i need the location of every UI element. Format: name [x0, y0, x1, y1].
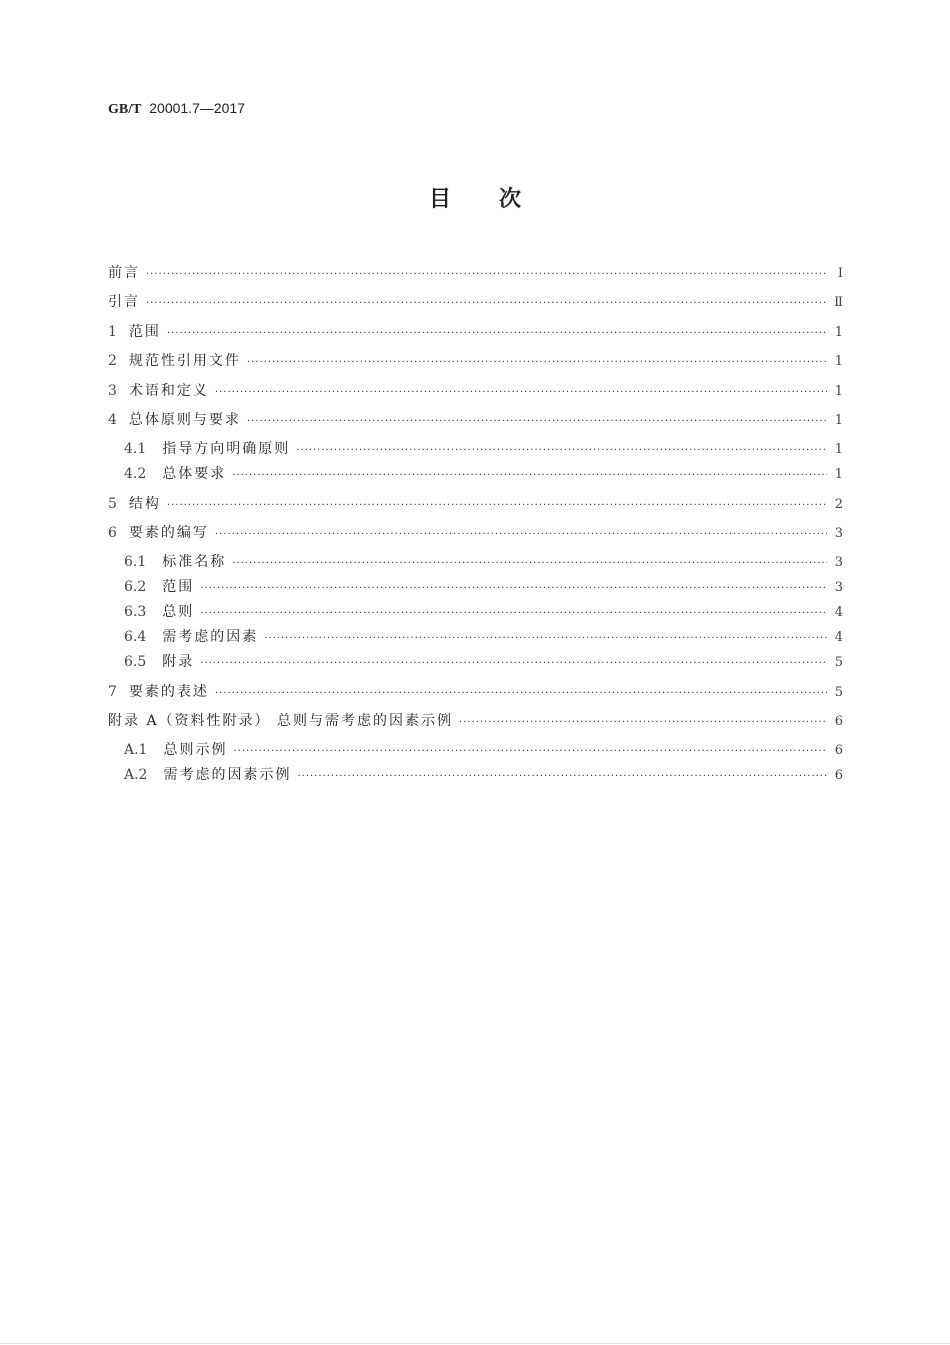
toc-entry[interactable] — [124, 601, 843, 621]
toc-label: 总则示例 — [163, 742, 228, 758]
toc-page: 1 — [834, 467, 843, 482]
dot-leader — [459, 717, 827, 728]
toc-page: 5 — [834, 655, 843, 670]
dot-leader — [146, 269, 827, 280]
toc-number: 4.1 — [124, 441, 147, 457]
toc-entry[interactable] — [108, 262, 843, 282]
toc-page: 1 — [834, 325, 843, 340]
dot-leader — [215, 387, 827, 398]
toc-entry[interactable] — [108, 291, 843, 311]
toc-number: 2 — [108, 353, 117, 369]
toc-number: A.2 — [124, 767, 148, 783]
dot-leader — [200, 608, 827, 619]
standard-prefix: GB/T — [108, 102, 142, 117]
toc-label: 结构 — [128, 496, 161, 512]
dot-leader — [232, 558, 827, 569]
toc-entry[interactable] — [124, 651, 843, 671]
dot-leader — [167, 500, 827, 511]
toc-label: 范围 — [128, 324, 161, 340]
toc-label: 引言 — [108, 294, 140, 310]
toc-entry[interactable] — [124, 739, 843, 759]
toc-label: 规范性引用文件 — [128, 353, 241, 369]
dot-leader — [215, 529, 827, 540]
dot-leader — [247, 416, 827, 427]
toc-label: 指导方向明确原则 — [162, 441, 291, 457]
toc-label: 需考虑的因素 — [162, 629, 259, 645]
toc-page: 6 — [834, 743, 843, 758]
toc-entry[interactable] — [108, 350, 843, 370]
toc-page: 4 — [834, 605, 843, 620]
toc-number: A.1 — [124, 742, 148, 758]
toc-entry[interactable] — [108, 321, 843, 341]
dot-leader — [200, 583, 827, 594]
toc-label: 要素的表述 — [128, 684, 209, 700]
toc-number: 3 — [108, 383, 117, 399]
toc-page: 1 — [834, 442, 843, 457]
dot-leader — [296, 445, 827, 456]
dot-leader — [167, 328, 827, 339]
toc-page: 6 — [834, 714, 843, 729]
toc-label: 范围 — [162, 579, 195, 595]
toc-label: 总体要求 — [162, 466, 227, 482]
toc-page: 4 — [834, 630, 843, 645]
toc-label: 总则 — [162, 604, 195, 620]
toc-number: 4 — [108, 412, 117, 428]
toc-page: 2 — [834, 497, 843, 512]
toc-label: 要素的编写 — [128, 525, 209, 541]
toc-page: Ⅰ — [837, 266, 843, 281]
toc-entry[interactable] — [124, 438, 843, 458]
dot-leader — [247, 357, 827, 368]
toc-page: 3 — [834, 580, 843, 595]
toc-page: 6 — [834, 768, 843, 783]
toc-entry[interactable] — [108, 409, 843, 429]
toc-page: Ⅱ — [834, 295, 843, 310]
toc-number: 6 — [108, 525, 117, 541]
standard-code: 20001.7—2017 — [149, 100, 246, 116]
page-title: 目次 — [428, 187, 569, 212]
toc-entry[interactable] — [108, 493, 843, 513]
toc-page: 3 — [834, 526, 843, 541]
toc-number: 7 — [108, 684, 117, 700]
toc-number: 6.5 — [124, 654, 147, 670]
toc-entry[interactable] — [124, 576, 843, 596]
toc-entry[interactable] — [124, 551, 843, 571]
toc-entry[interactable] — [108, 710, 843, 730]
toc-entry[interactable] — [124, 764, 843, 784]
toc-label: 前言 — [108, 265, 140, 281]
page-edge — [0, 1343, 950, 1344]
dot-leader — [264, 633, 827, 644]
toc-label: 附录 — [162, 654, 195, 670]
toc-number: 5 — [108, 496, 117, 512]
dot-leader — [297, 771, 827, 782]
toc-page: 1 — [834, 384, 843, 399]
toc-page: 1 — [834, 413, 843, 428]
dot-leader — [215, 688, 827, 699]
standard-number — [108, 100, 245, 118]
toc-number: 1 — [108, 324, 117, 340]
toc-entry[interactable] — [124, 463, 843, 483]
toc-number: 6.3 — [124, 604, 147, 620]
toc-label: 术语和定义 — [128, 383, 209, 399]
toc-label: 附录 A（资料性附录） 总则与需考虑的因素示例 — [108, 713, 454, 729]
dot-leader — [200, 658, 827, 669]
toc-number: 6.2 — [124, 579, 147, 595]
toc-page: 5 — [834, 685, 843, 700]
dot-leader — [146, 298, 827, 309]
toc-label: 标准名称 — [162, 554, 227, 570]
toc-number: 6.4 — [124, 629, 147, 645]
dot-leader — [233, 746, 827, 757]
dot-leader — [232, 470, 827, 481]
toc-entry[interactable] — [108, 380, 843, 400]
toc-number: 6.1 — [124, 554, 147, 570]
toc-entry[interactable] — [108, 681, 843, 701]
toc-page: 3 — [834, 555, 843, 570]
toc-page: 1 — [834, 354, 843, 369]
toc-entry[interactable] — [108, 522, 843, 542]
toc-label: 总体原则与要求 — [128, 412, 241, 428]
toc-number: 4.2 — [124, 466, 147, 482]
toc-label: 需考虑的因素示例 — [163, 767, 292, 783]
toc-entry[interactable] — [124, 626, 843, 646]
